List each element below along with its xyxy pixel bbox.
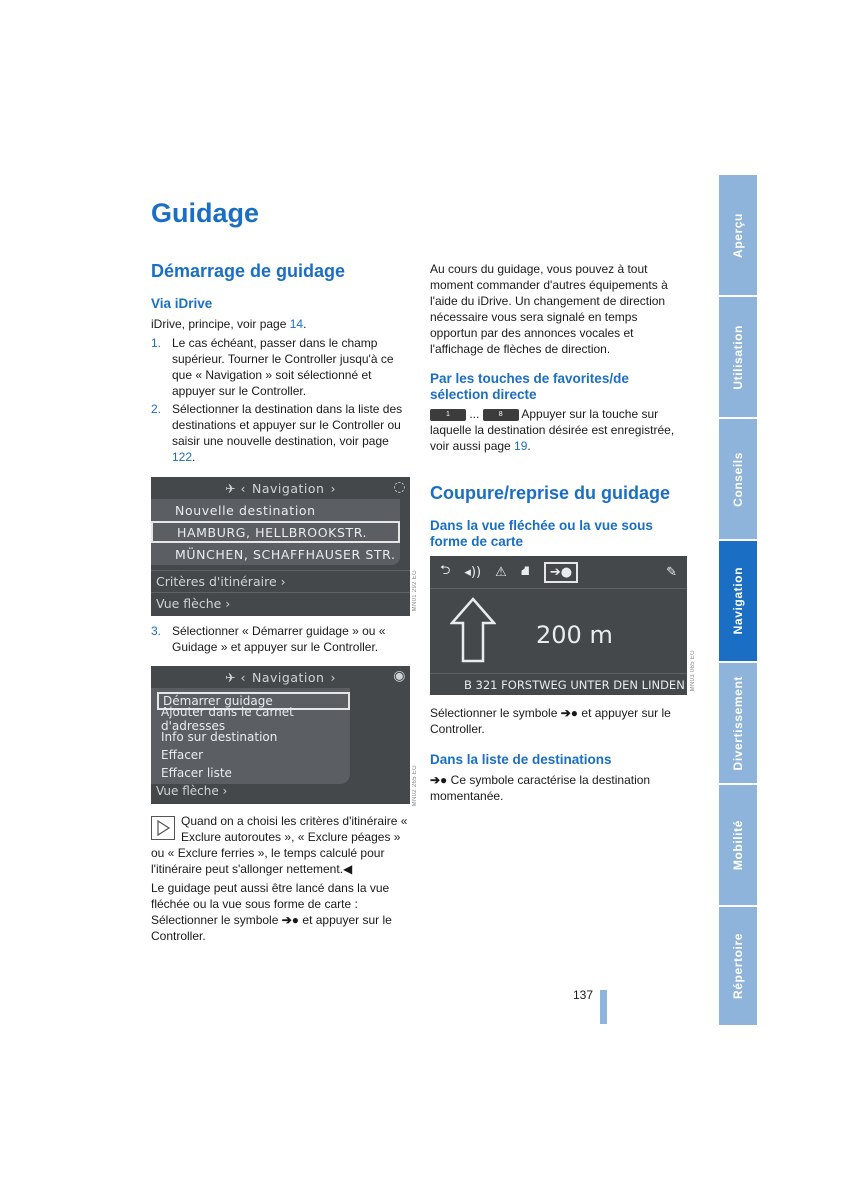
page-link-122[interactable]: 122 (172, 450, 193, 464)
list-item (151, 401, 409, 465)
highway-icon[interactable]: ⛘ (520, 563, 530, 579)
intro-end: . (303, 317, 307, 331)
page-link-19[interactable]: 19 (514, 439, 528, 453)
street-name: B 321 FORSTWEG UNTER DEN LINDEN (430, 673, 687, 695)
step-text: Le cas échéant, passer dans le champ supérieur. Tourner le Controller jusqu'à ce que « Navigation » soit sélectionné et appuyer sur le Controller. (172, 336, 394, 398)
figure-code: MN03 065 EG (690, 650, 696, 692)
page-number-bar (600, 990, 607, 1024)
menu-item-arrow-view[interactable]: Vue flèche › (156, 784, 228, 798)
step-number: 3. (151, 624, 162, 638)
step-number: 1. (151, 336, 162, 350)
guidance-intro-paragraph: Au cours du guidage, vous pouvez à tout moment commander d'autres équipements à l'aide du iDrive. Un changement de direction nécessaire vous sera signalé en temps opportun par des annonces vocales et l'affichage de flèches de direction. (430, 262, 668, 356)
stop-guidance-paragraph (430, 705, 688, 737)
satellite-icon: ✈ ‹ (225, 480, 247, 496)
settings-icon[interactable]: ✎ (666, 564, 677, 580)
note-triangle-icon (151, 816, 175, 840)
section-heading-coupure: Coupure/reprise du guidage (430, 483, 671, 503)
guidance-arrow-icon: ➔● (281, 913, 300, 927)
note-block (151, 813, 409, 877)
step-3 (151, 623, 409, 657)
screen-header (151, 666, 410, 688)
paragraph-end: . (527, 439, 531, 453)
tab-utilisation[interactable]: Utilisation (719, 297, 757, 417)
paragraph-end: et appuyer sur le Controller. (430, 706, 671, 736)
key-separator: ... (469, 407, 480, 421)
screen-header (151, 477, 410, 499)
chevron-right-icon: › (330, 480, 336, 496)
page-title: Guidage (151, 198, 260, 228)
note-text: Quand on a choisi les critères d'itinéraire « Exclure autoroutes », « Exclure péages » ou « Exclure ferries », le temps calculé pour l'itinéraire peut s'allonger nettement. (151, 814, 408, 876)
menu-item-start-guidance[interactable]: Démarrer guidage (157, 692, 350, 710)
subheading-destination-list: Dans la liste de destinations (430, 752, 612, 767)
controller-icon: ◉ (393, 668, 406, 684)
section-heading-demarrage: Démarrage de guidage (151, 261, 346, 281)
tab-mobilite[interactable]: Mobilité (719, 785, 757, 905)
menu-item-new-destination[interactable]: Nouvelle destination (175, 502, 316, 518)
step-text: Sélectionner « Démarrer guidage » ou « Guidage » et appuyer sur le Controller. (172, 624, 386, 654)
subheading-via-idrive: Via iDrive (151, 296, 213, 311)
page-number: 137 (573, 988, 594, 1002)
destination-symbol-paragraph (430, 772, 688, 804)
paragraph-text: Sélectionner le symbole (430, 706, 558, 720)
guidance-paragraph (151, 880, 409, 944)
menu-item-delete[interactable]: Effacer (161, 748, 204, 762)
menu-item-add-address-book[interactable]: Ajouter dans le carnet d'adresses (161, 705, 294, 733)
step-text: Sélectionner la destination dans la liste des destinations et appuyer sur le Controller ou saisir une nouvelle destination, voir page 122. (172, 402, 403, 464)
direction-arrow-icon (450, 597, 496, 663)
favorite-key-1-icon: 1 (430, 409, 466, 421)
guidance-arrow-icon: ➔● (430, 773, 448, 787)
subheading-favorite-keys: Par les touches de favorites/de sélection directe (430, 371, 629, 402)
idrive-screen-destinations (151, 477, 410, 616)
steps-list (151, 335, 409, 467)
satellite-icon: ✈ ‹ (225, 669, 247, 685)
distance-readout: 200 m (536, 621, 613, 649)
paragraph-text: Ce symbole caractérise la destination momentanée. (430, 773, 651, 803)
tab-apercu[interactable]: Aperçu (719, 175, 757, 295)
tab-divertissement[interactable]: Divertissement (719, 663, 757, 783)
chevron-right-icon: › (330, 669, 336, 685)
screen-header-label: Navigation (252, 669, 325, 685)
end-marker: ◀ (343, 862, 353, 876)
tab-navigation[interactable]: Navigation (719, 541, 757, 661)
menu-item-route-criteria[interactable]: Critères d'itinéraire › (151, 570, 410, 592)
guidance-arrow-icon: ➔● (560, 706, 579, 720)
favorite-key-8-icon: 8 (483, 409, 519, 421)
stop-guidance-icon[interactable]: ➔● (544, 562, 578, 583)
page-link-14[interactable]: 14 (289, 317, 304, 331)
paragraph-text: Le guidage peut aussi être lancé dans la vue fléchée ou la vue sous forme de carte : Sélectionner le symbole (151, 881, 390, 927)
arrow-panel (430, 588, 687, 673)
favorite-keys-paragraph (430, 406, 688, 454)
back-icon[interactable]: ⮌ (440, 563, 451, 578)
intro-text: iDrive, principe, voir page (151, 317, 290, 331)
list-item (151, 623, 409, 655)
paragraph-end: et appuyer sur le Controller. (151, 913, 392, 943)
voice-icon[interactable]: ◂)) (464, 564, 482, 580)
menu-item-arrow-view[interactable]: Vue flèche › (151, 592, 410, 614)
controller-icon: ◌ (393, 479, 406, 495)
subheading-arrow-map-view: Dans la vue fléchée ou la vue sous forme de carte (430, 518, 653, 549)
list-item (151, 335, 409, 399)
screen-toolbar (430, 556, 687, 588)
navigation-arrow-view-screen (430, 556, 687, 695)
tab-repertoire[interactable]: Répertoire (719, 907, 757, 1025)
menu-item-destination-munchen[interactable]: MÜNCHEN, SCHAFFHAUSER STR. (175, 546, 396, 562)
idrive-screen-guidance-menu (151, 666, 410, 804)
screen-header-label: Navigation (252, 480, 325, 496)
menu-item-destination-info[interactable]: Info sur destination (161, 730, 278, 744)
figure-code: MN02 265 EG (412, 765, 418, 807)
warning-icon[interactable]: ⚠ (495, 564, 507, 580)
figure-code: MN01 292 EG (412, 570, 418, 612)
step-number: 2. (151, 402, 162, 416)
menu-item-delete-list[interactable]: Effacer liste (161, 766, 232, 780)
tab-conseils[interactable]: Conseils (719, 419, 757, 539)
menu-item-destination-hamburg[interactable]: HAMBURG, HELLBROOKSTR. (151, 521, 400, 543)
paragraph-text: Appuyer sur la touche sur laquelle la destination désirée est enregistrée, voir aussi page (430, 407, 675, 453)
intro-paragraph (151, 316, 409, 332)
